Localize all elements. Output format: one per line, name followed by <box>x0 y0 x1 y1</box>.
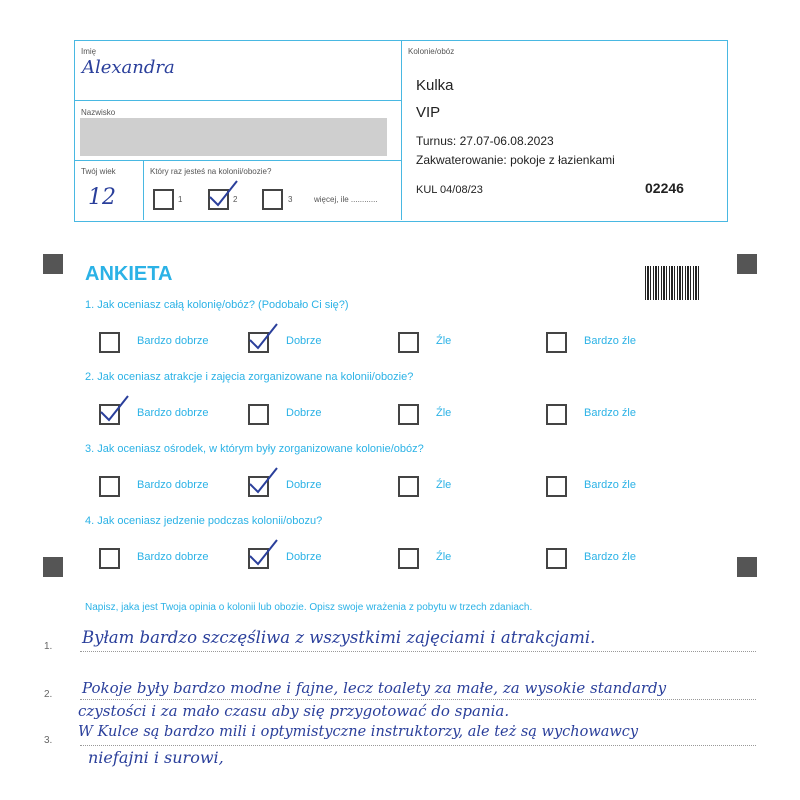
q4-option-1-checkbox[interactable] <box>99 548 120 569</box>
q4-option-3-label: Źle <box>436 551 452 563</box>
zakwaterowanie-row <box>416 153 615 167</box>
dotted-line-2 <box>80 699 756 700</box>
opinion-line-4: W Kulce są bardzo mili i optymistyczne instruktorzy, ale też są wychowawcy <box>78 724 639 740</box>
kolonie-name: Kulka <box>416 77 454 94</box>
q3-option-4-label: Bardzo źle <box>584 479 636 491</box>
opinion-line-2: Pokoje były bardzo modne i fajne, lecz toalety za małe, za wysokie standardy <box>82 679 667 697</box>
line-number-1: 1. <box>44 641 53 652</box>
wiecej-label: więcej, ile ............ <box>314 195 378 204</box>
q2-option-3-label: Źle <box>436 407 452 419</box>
ktory-raz-checkbox-2[interactable] <box>208 189 229 210</box>
q1-option-3-checkbox[interactable] <box>398 332 419 353</box>
turnus-value: 27.07-06.08.2023 <box>459 134 554 148</box>
kolonie-label: Kolonie/obóz <box>408 47 455 56</box>
q3-option-3-checkbox[interactable] <box>398 476 419 497</box>
question-1: 1. Jak oceniasz całą kolonię/obóz? (Podobało Ci się?) <box>85 299 349 311</box>
registration-mark-top-right <box>737 254 757 274</box>
check-mark-icon <box>247 538 279 568</box>
line-number-2: 2. <box>44 689 53 700</box>
turnus-row <box>416 134 554 148</box>
q1-option-1-checkbox[interactable] <box>99 332 120 353</box>
q1-option-1-label: Bardzo dobrze <box>137 335 209 347</box>
ktory-raz-checkbox-1[interactable] <box>153 189 174 210</box>
q1-option-2-checkbox[interactable] <box>248 332 269 353</box>
q3-option-4-checkbox[interactable] <box>546 476 567 497</box>
q3-option-2-label: Dobrze <box>286 479 322 491</box>
nazwisko-redacted <box>80 118 387 156</box>
q2-option-4-checkbox[interactable] <box>546 404 567 425</box>
imie-value: Alexandra <box>82 57 175 78</box>
check-mark-icon <box>98 394 130 424</box>
wiek-label: Twój wiek <box>81 167 116 176</box>
q4-option-4-label: Bardzo źle <box>584 551 636 563</box>
question-4: 4. Jak oceniasz jedzenie podczas kolonii/obozu? <box>85 515 323 527</box>
q2-option-4-label: Bardzo źle <box>584 407 636 419</box>
header-divider-3 <box>143 160 144 220</box>
q1-option-4-label: Bardzo źle <box>584 335 636 347</box>
dotted-line-1 <box>80 651 756 652</box>
header-divider-1 <box>75 100 401 101</box>
opinion-line-3: czystości i za mało czasu aby się przygotować do spania. <box>78 702 510 720</box>
kolonie-code: KUL 04/08/23 <box>416 184 483 196</box>
header-divider-vertical <box>401 41 402 220</box>
zakwaterowanie-label: Zakwaterowanie: <box>416 153 507 167</box>
registration-mark-top-left <box>43 254 63 274</box>
q2-option-2-checkbox[interactable] <box>248 404 269 425</box>
wiek-value: 12 <box>88 185 116 210</box>
opinion-prompt: Napisz, jaka jest Twoja opinia o kolonii lub obozie. Opisz swoje wrażenia z pobytu w trzech zdaniach. <box>85 602 533 613</box>
q3-option-2-checkbox[interactable] <box>248 476 269 497</box>
q3-option-3-label: Źle <box>436 479 452 491</box>
check-mark-icon <box>207 179 239 209</box>
dotted-line-3 <box>80 745 756 746</box>
nazwisko-label: Nazwisko <box>81 108 116 117</box>
question-2: 2. Jak oceniasz atrakcje i zajęcia zorganizowane na kolonii/obozie? <box>85 371 414 383</box>
ktory-raz-option-3: 3 <box>288 195 293 204</box>
barcode-icon <box>645 266 701 300</box>
q2-option-3-checkbox[interactable] <box>398 404 419 425</box>
q2-option-2-label: Dobrze <box>286 407 322 419</box>
q4-option-2-label: Dobrze <box>286 551 322 563</box>
turnus-label: Turnus: <box>416 134 457 148</box>
opinion-line-1: Byłam bardzo szczęśliwa z wszystkimi zajęciami i atrakcjami. <box>82 628 596 647</box>
line-number-3: 3. <box>44 735 53 746</box>
q4-option-2-checkbox[interactable] <box>248 548 269 569</box>
ktory-raz-checkbox-3[interactable] <box>262 189 283 210</box>
q1-option-3-label: Źle <box>436 335 452 347</box>
kolonie-type: VIP <box>416 104 441 121</box>
kolonie-number: 02246 <box>645 180 684 196</box>
survey-title: ANKIETA <box>85 263 173 285</box>
ktory-raz-label: Który raz jesteś na kolonii/obozie? <box>150 167 272 176</box>
q4-option-1-label: Bardzo dobrze <box>137 551 209 563</box>
imie-label: Imię <box>81 47 97 56</box>
q3-option-1-checkbox[interactable] <box>99 476 120 497</box>
q3-option-1-label: Bardzo dobrze <box>137 479 209 491</box>
check-mark-icon <box>247 322 279 352</box>
check-mark-icon <box>247 466 279 496</box>
q4-option-3-checkbox[interactable] <box>398 548 419 569</box>
question-3: 3. Jak oceniasz ośrodek, w którym były zorganizowane kolonie/obóz? <box>85 443 424 455</box>
registration-mark-bottom-left <box>43 557 63 577</box>
q2-option-1-checkbox[interactable] <box>99 404 120 425</box>
registration-mark-bottom-right <box>737 557 757 577</box>
q4-option-4-checkbox[interactable] <box>546 548 567 569</box>
ktory-raz-option-2: 2 <box>233 195 238 204</box>
q2-option-1-label: Bardzo dobrze <box>137 407 209 419</box>
opinion-line-5: niefajni i surowi, <box>88 748 224 767</box>
q1-option-2-label: Dobrze <box>286 335 322 347</box>
zakwaterowanie-value: pokoje z łazienkami <box>510 153 615 167</box>
header-divider-2 <box>75 160 401 161</box>
ktory-raz-option-1: 1 <box>178 195 183 204</box>
q1-option-4-checkbox[interactable] <box>546 332 567 353</box>
